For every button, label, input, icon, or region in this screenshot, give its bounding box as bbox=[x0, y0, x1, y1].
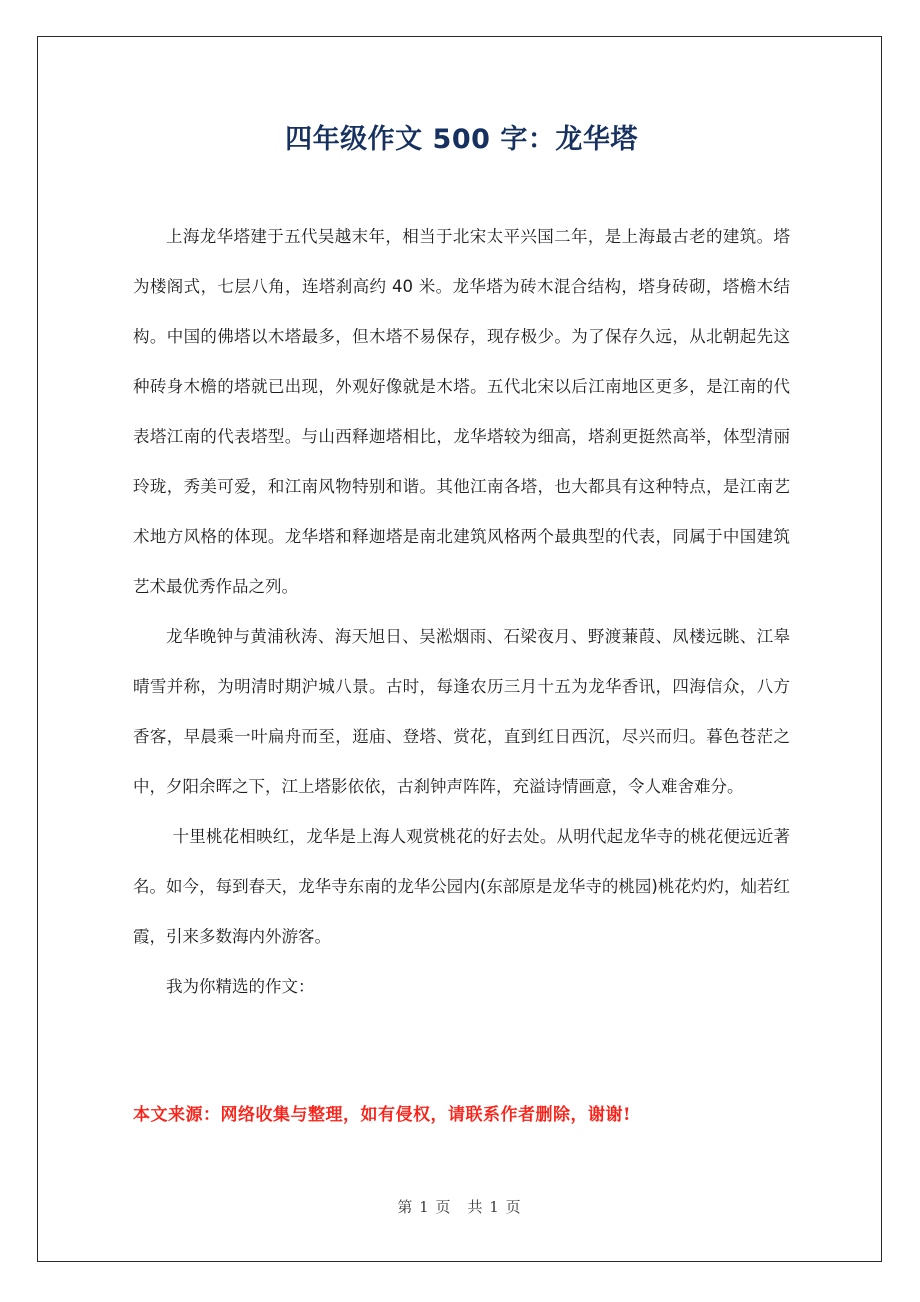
page-title: 四年级作文 500 字：龙华塔 bbox=[285, 124, 638, 155]
body-paragraph-4: 我为你精选的作文： bbox=[166, 977, 315, 996]
page-number-footer: 第 1 页 共 1 页 bbox=[397, 1198, 522, 1216]
body-paragraph-2: 龙华晚钟与黄浦秋涛、海天旭日、吴淞烟雨、石梁夜月、野渡蒹葭、凤楼远眺、江皋晴雪并称，为明清时期沪城八景。古时，每逢农历三月十五为龙华香讯，四海信众，八方香客，早晨乘一叶扁舟而至，逛庙、登塔、赏花，直到红日西沉，尽兴而归。暮色苍茫之中，夕阳余晖之下，江上塔影依依，古刹钟声阵阵，充溢诗情画意，令人难舍难分。 bbox=[133, 627, 790, 796]
document-body bbox=[133, 212, 790, 1012]
body-paragraph-1: 上海龙华塔建于五代吴越末年，相当于北宋太平兴国二年，是上海最古老的建筑。塔为楼阁式，七层八角，连塔刹高约 40 米。龙华塔为砖木混合结构，塔身砖砌，塔檐木结构。中国的佛塔以木塔最多，但木塔不易保存，现存极少。为了保存久远，从北朝起先这种砖身木檐的塔就已出现，外观好像就是木塔。五代北宋以后江南地区更多，是江南的代表塔江南的代表塔型。与山西释迦塔相比，龙华塔较为细高，塔刹更挺然高举，体型清丽玲珑，秀美可爱，和江南风物特别和谐。其他江南各塔，也大都具有这种特点，是江南艺术地方风格的体现。龙华塔和释迦塔是南北建筑风格两个最典型的代表，同属于中国建筑艺术最优秀作品之列。 bbox=[133, 227, 790, 596]
source-disclaimer-note: 本文来源：网络收集与整理，如有侵权，请联系作者删除，谢谢! bbox=[133, 1105, 631, 1125]
body-paragraph-3: 十里桃花相映红，龙华是上海人观赏桃花的好去处。从明代起龙华寺的桃花便远近著名。如今，每到春天，龙华寺东南的龙华公园内(东部原是龙华寺的桃园)桃花灼灼，灿若红霞，引来多数海内外游客。 bbox=[133, 827, 790, 946]
document-content bbox=[133, 36, 790, 1012]
